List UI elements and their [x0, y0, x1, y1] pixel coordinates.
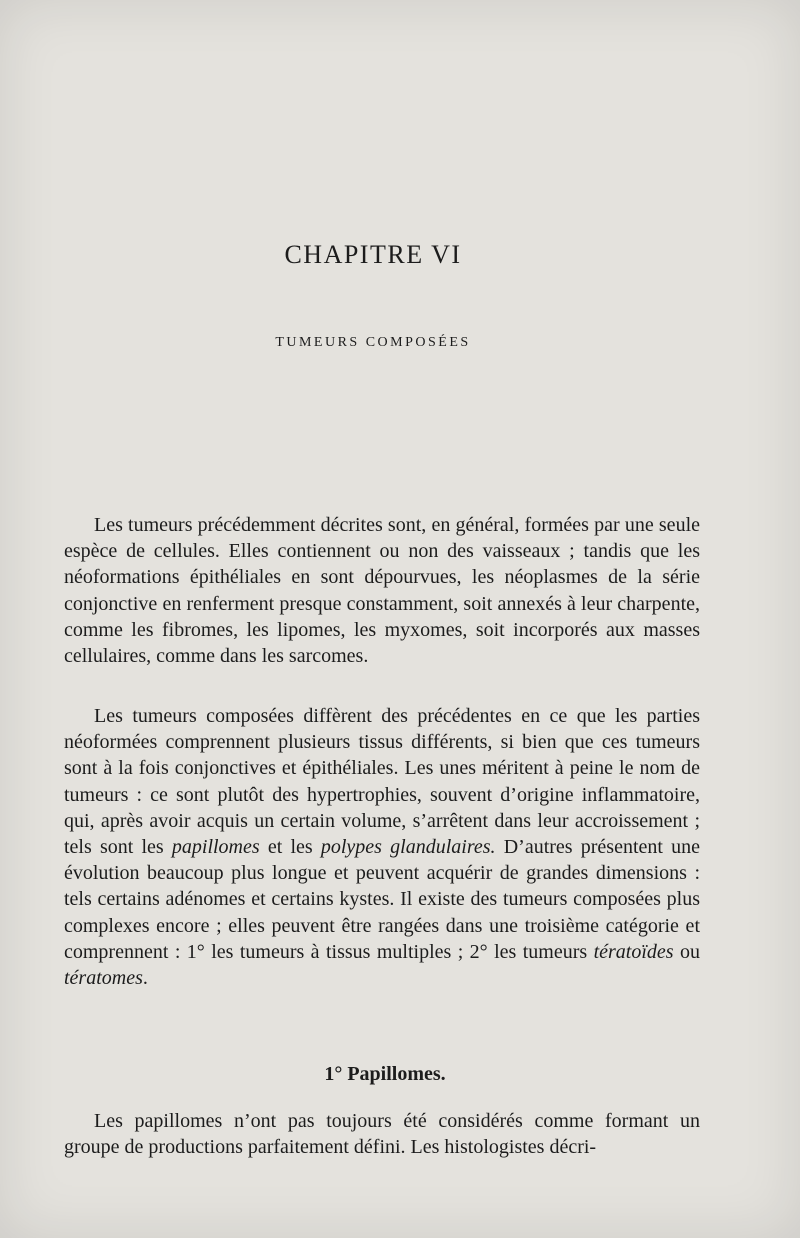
term-teratoides: tératoïdes: [593, 940, 674, 963]
paragraph-1-text: Les tumeurs précédemment décrites sont, en général, formées par une seule espèce de cellules. Elles contiennent ou non des vaisseaux ; tandis que les néoformations épithéliales en sont dépourvues, les néoplasmes de la série conjonctive en renferment presque constamment, soit annexés à leur charpente, comme les fibromes, les lipomes, les myxomes, soit incorporés aux masses cellulaires, comme dans les sarcomes.: [64, 514, 700, 668]
paragraph-2-part-4: ou: [673, 940, 700, 963]
paragraph-3-text: Les papillomes n’ont pas toujours été considérés comme formant un groupe de productions parfaitement défini. Les histologistes décri-: [64, 1110, 700, 1159]
chapter-title: CHAPITRE VI: [284, 240, 462, 269]
paragraph-2-part-1: Les tumeurs composées diffèrent des précédentes en ce que les parties néoformées comprennent plusieurs tissus différents, si bien que ces tumeurs sont à la fois conjonctives et épithéliales. Les unes méritent à peine le nom de tumeurs : ce sont plutôt des hypertrophies, souvent d’origine inflammatoire, qui, après avoir acquis un certain volume, s’arrêtent dans leur accroissement ; tels sont les: [64, 705, 700, 859]
paragraph-2-part-2: et les: [259, 836, 321, 859]
paragraph-2-text: [64, 703, 700, 991]
paragraph-2: [64, 703, 700, 991]
term-polypes-glandulaires: polypes glandulaires.: [320, 836, 496, 859]
paragraph-3: [64, 1108, 700, 1160]
paragraph-1: [64, 512, 700, 669]
term-teratomes: tératomes: [64, 967, 143, 990]
section-title: TUMEURS COMPOSÉES: [275, 335, 471, 350]
term-papillomes: papillomes: [171, 836, 260, 859]
paragraph-2-part-5: .: [142, 967, 148, 990]
sub-heading: 1° Papillomes.: [324, 1063, 446, 1085]
paragraph-2-part-3: D’autres présentent une évolution beaucoup plus longue et peuvent acquérir de grandes dimensions : tels certains adénomes et certains kystes. Il existe des tumeurs composées plus complexes encore ; elles peuvent être rangées dans une troisième catégorie et comprennent : 1° les tumeurs à tissus multiples ; 2° les tumeurs: [64, 836, 701, 963]
